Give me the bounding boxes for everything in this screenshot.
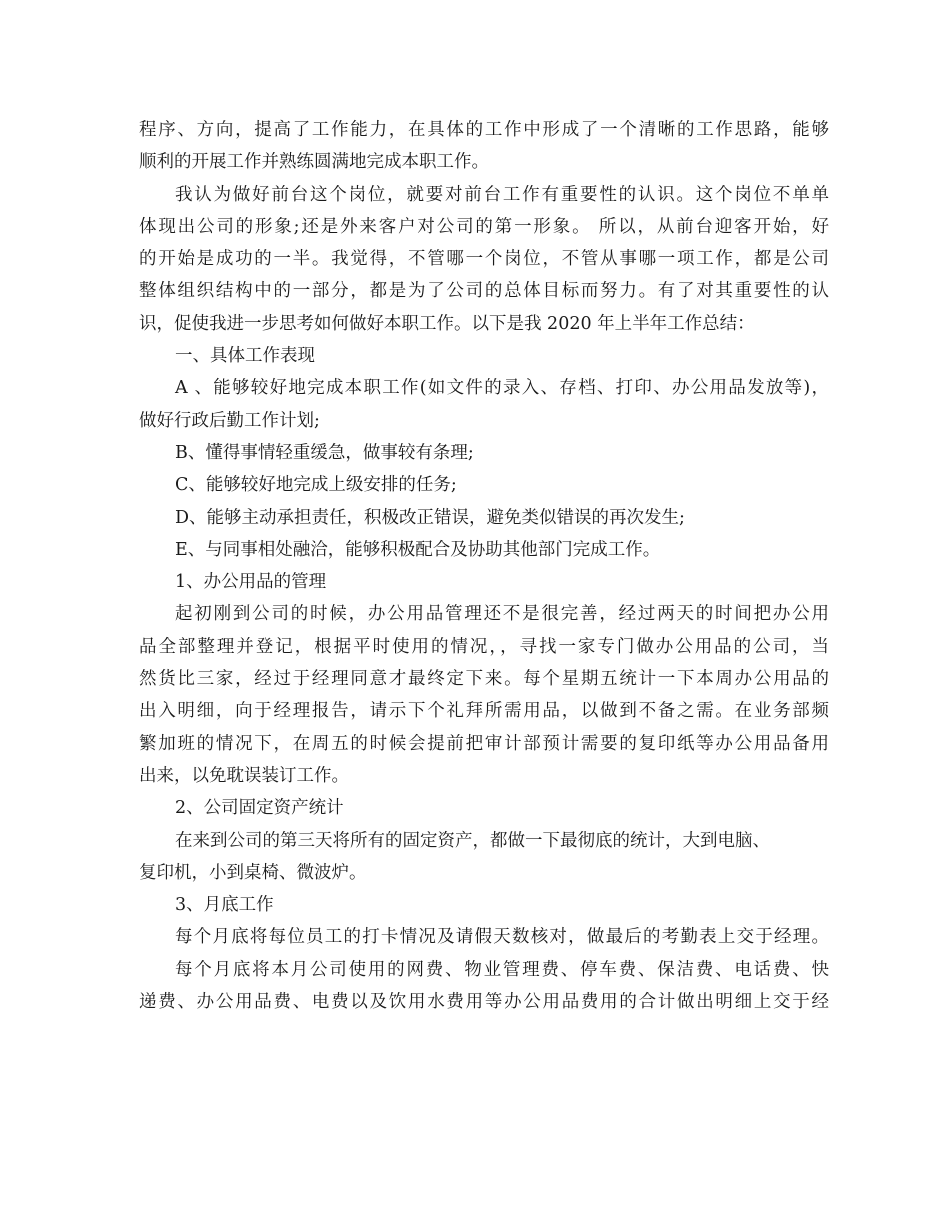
text-line: 繁加班的情况下，在周五的时候会提前把审计部预计需要的复印纸等办公用品备用 xyxy=(139,733,829,754)
text-line: 3、月底工作 xyxy=(175,895,274,916)
text-line: 出来，以免耽误装订工作。 xyxy=(139,765,349,786)
text-line: 每个月底将每位员工的打卡情况及请假天数核对，做最后的考勤表上交于经理。 xyxy=(175,927,829,948)
text-line: 出入明细，向于经理报告，请示下个礼拜所需用品，以做到不备之需。在业务部频 xyxy=(139,701,829,722)
text-line: C、能够较好地完成上级安排的任务; xyxy=(175,475,457,496)
text-line: 程序、方向，提高了工作能力，在具体的工作中形成了一个清晰的工作思路，能够 xyxy=(139,120,829,140)
text-line: 的开始是成功的一半。我觉得，不管哪一个岗位，不管从事哪一项工作，都是公司 xyxy=(139,249,829,270)
text-line: 整体组织结构中的一部分，都是为了公司的总体目标而努力。有了对其重要性的认 xyxy=(139,281,829,302)
text-line: 在来到公司的第三天将所有的固定资产，都做一下最彻底的统计，大到电脑、 xyxy=(175,830,770,851)
text-line: E、与同事相处融洽，能够积极配合及协助其他部门完成工作。 xyxy=(175,539,661,560)
text-line: 做好行政后勤工作计划; xyxy=(139,410,320,431)
text-line: 顺利的开展工作并熟练圆满地完成本职工作。 xyxy=(139,152,489,173)
text-line: 体现出公司的形象;还是外来客户对公司的第一形象。 所以，从前台迎客开始，好 xyxy=(139,216,829,237)
text-line: 复印机，小到桌椅、微波炉。 xyxy=(139,862,367,883)
text-line: 1、办公用品的管理 xyxy=(175,572,327,593)
document-body xyxy=(139,114,829,1018)
text-line: 一、具体工作表现 xyxy=(175,346,315,367)
text-line: 2、公司固定资产统计 xyxy=(175,798,344,819)
text-line: 我认为做好前台这个岗位，就要对前台工作有重要性的认识。这个岗位不单单 xyxy=(175,184,829,205)
text-line: B、懂得事情轻重缓急，做事较有条理; xyxy=(175,442,474,463)
text-line: 递费、办公用品费、电费以及饮用水费用等办公用品费用的合计做出明细上交于经 xyxy=(139,992,829,1013)
text-line: A 、能够较好地完成本职工作(如文件的录入、存档、打印、办公用品发放等)， xyxy=(175,378,829,399)
text-line: 然货比三家，经过于经理同意才最终定下来。每个星期五统计一下本周办公用品的 xyxy=(139,669,829,690)
text-line: 品全部整理并登记，根据平时使用的情况，，寻找一家专门做办公用品的公司，当 xyxy=(139,636,829,657)
text-line: 识，促使我进一步思考如何做好本职工作。以下是我 2020 年上半年工作总结： xyxy=(139,313,755,334)
text-line: D、能够主动承担责任，积极改正错误，避免类似错误的再次发生; xyxy=(175,507,685,528)
text-line: 起初刚到公司的时候，办公用品管理还不是很完善，经过两天的时间把办公用 xyxy=(175,604,829,625)
text-line: 每个月底将本月公司使用的网费、物业管理费、停车费、保洁费、电话费、快 xyxy=(175,959,829,980)
